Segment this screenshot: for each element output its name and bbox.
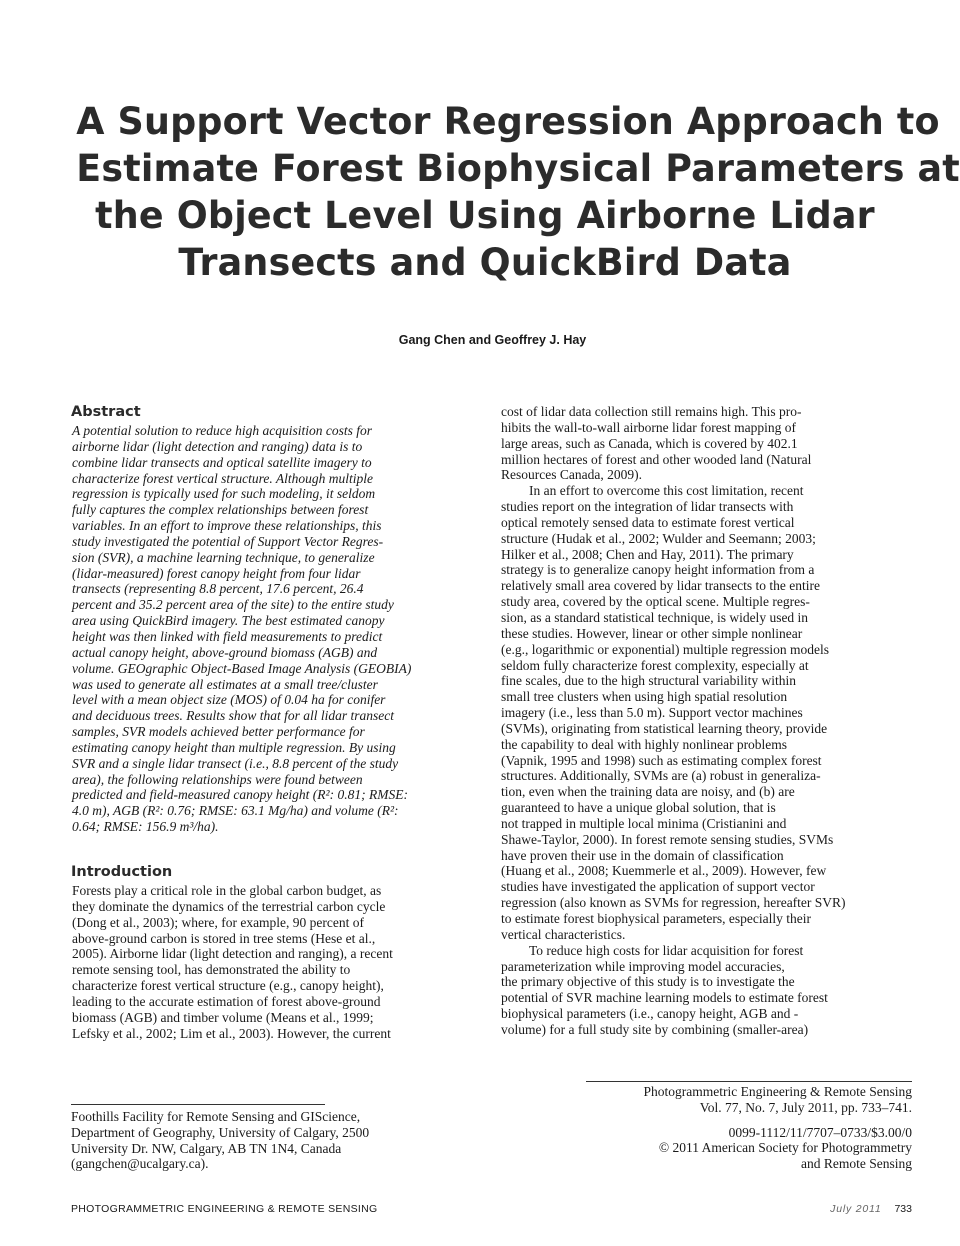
abstract-line: volume. GEOgraphic Object-Based Image Analysis (GEOBIA) — [72, 660, 412, 676]
body-line: studies have investigated the application of support vector — [501, 879, 815, 895]
body-line: potential of SVR machine learning models to estimate forest — [501, 990, 828, 1006]
abstract-line: samples, SVR models achieved better performance for — [72, 724, 365, 740]
body-line: have proven their use in the domain of classification — [501, 847, 784, 863]
introduction-line: 2005). Airborne lidar (light detection and ranging), a recent — [72, 946, 393, 962]
introduction-line: characterize forest vertical structure (e.g., canopy height), — [72, 978, 384, 994]
affiliation-line: Foothills Facility for Remote Sensing and GIScience, — [71, 1109, 361, 1124]
abstract-line: regression is typically used for such modeling, it seldom — [72, 486, 376, 502]
body-line: Hilker et al., 2008; Chen and Hay, 2011). The primary — [501, 546, 794, 562]
abstract-line: combine lidar transects and optical satellite imagery to — [72, 454, 372, 470]
body-line: imagery (i.e., less than 5.0 m). Support vector machines — [501, 705, 803, 721]
body-line: guaranteed to have a unique global solution, that is — [501, 800, 776, 816]
body-line: cost of lidar data collection still remains high. This pro- — [501, 404, 802, 419]
title-line: A Support Vector Regression Approach to — [76, 100, 940, 143]
abstract-line: was used to generate all estimates at a small tree/cluster — [72, 676, 378, 692]
abstract-line: height was then linked with field measurements to predict — [72, 628, 383, 644]
footer-date: July 2011 — [830, 1203, 882, 1215]
body-line: structures. Additionally, SVMs are (a) robust in generaliza- — [501, 768, 821, 784]
body-line: regression (also known as SVMs for regression, hereafter SVR) — [501, 895, 846, 911]
body-line: (e.g., logarithmic or exponential) multiple regression models — [501, 641, 830, 657]
affiliation-line: (gangchen@ucalgary.ca). — [71, 1156, 209, 1172]
article-title — [76, 98, 960, 286]
abstract-line: airborne lidar (light detection and ranging) data is to — [72, 438, 363, 454]
body-line: the capability to deal with highly nonlinear problems — [501, 736, 788, 752]
abstract-line: transects (representing 8.8 percent, 17.6 percent, 26.4 — [72, 581, 364, 597]
introduction-line: remote sensing tool, has demonstrated the ability to — [72, 962, 351, 978]
body-line: sion, as a standard statistical technique, is widely used in — [501, 609, 809, 625]
citation-line: Photogrammetric Engineering & Remote Sensing — [643, 1084, 912, 1099]
abstract-line: study investigated the potential of Support Vector Regres- — [72, 533, 384, 549]
body-line: small tree clusters when using high spatial resolution — [501, 689, 788, 705]
introduction-line: they dominate the dynamics of the terrestrial carbon cycle — [72, 898, 386, 914]
introduction-line: (Dong et al., 2003); where, for example, 90 percent of — [72, 914, 365, 930]
authors: Gang Chen and Geoffrey J. Hay — [398, 333, 587, 347]
body-line: (Huang et al., 2008; Kuemmerle et al., 2009). However, few — [501, 863, 827, 879]
abstract-line: level with a mean object size (MOS) of 0.04 ha for conifer — [72, 692, 386, 708]
introduction-body — [72, 883, 393, 1041]
body-line: large areas, such as Canada, which is covered by 402.1 — [501, 435, 798, 451]
body-line: million hectares of forest and other wooded land (Natural — [501, 451, 812, 467]
body-line: biophysical parameters (i.e., canopy height, AGB and - — [501, 1006, 799, 1022]
body-line: to estimate forest biophysical parameters, especially their — [501, 911, 812, 926]
abstract-line: and deciduous trees. Results show that for all lidar transect — [72, 708, 394, 724]
affiliation-line: University Dr. NW, Calgary, AB TN 1N4, Canada — [71, 1140, 342, 1156]
title-line: Estimate Forest Biophysical Parameters at — [76, 147, 960, 190]
footer-journal-name: PHOTOGRAMMETRIC ENGINEERING & REMOTE SENSING — [71, 1203, 378, 1215]
right-column-body — [501, 404, 846, 1038]
body-line: parameterization while improving model accuracies, — [501, 958, 785, 974]
footer-page-info — [830, 1203, 912, 1215]
abstract-line: predicted and field-measured canopy height (R²: 0.81; RMSE: — [72, 787, 408, 803]
body-line: seldom fully characterize forest complexity, especially at — [501, 657, 809, 673]
body-line: studies report on the integration of lidar transects with — [501, 499, 794, 515]
abstract-line: 4.0 m), AGB (R²: 0.76; RMSE: 63.1 Mg/ha) and volume (R²: — [72, 803, 399, 819]
body-line: relatively small area covered by lidar transects to the entire — [501, 578, 820, 594]
introduction-line: Forests play a critical role in the global carbon budget, as — [72, 883, 382, 898]
abstract-line: 0.64; RMSE: 156.9 m³/ha). — [72, 819, 219, 835]
body-line: volume) for a full study site by combining (smaller-area) — [501, 1021, 809, 1037]
abstract-line: estimating canopy height than multiple regression. By using — [72, 739, 396, 755]
body-line: the primary objective of this study is to investigate the — [501, 974, 795, 990]
body-line: Resources Canada, 2009). — [501, 467, 642, 483]
introduction-line: leading to the accurate estimation of forest above-ground — [72, 993, 381, 1009]
page-number: 733 — [894, 1203, 912, 1215]
body-line: hibits the wall-to-wall airborne lidar forest mapping of — [501, 419, 797, 435]
body-line: (SVMs), originating from statistical learning theory, provide — [501, 720, 828, 736]
title-line: the Object Level Using Airborne Lidar — [95, 194, 875, 237]
abstract-line: A potential solution to reduce high acquisition costs for — [72, 423, 372, 438]
title-line: Transects and QuickBird Data — [178, 241, 792, 284]
body-line: In an effort to overcome this cost limitation, recent — [529, 483, 804, 499]
journal-info — [644, 1084, 912, 1172]
citation-line: Vol. 77, No. 7, July 2011, pp. 733–741. — [699, 1099, 912, 1115]
body-line: tion, even when the training data are noisy, and (b) are — [501, 784, 795, 800]
body-line: strategy is to generalize canopy height information from a — [501, 562, 815, 578]
body-line: Shawe-Taylor, 2000). In forest remote sensing studies, SVMs — [501, 831, 834, 847]
abstract-line: actual canopy height, above-ground biomass (AGB) and — [72, 644, 378, 660]
copyright-line: © 2011 American Society for Photogrammetry — [658, 1140, 912, 1156]
body-line: not trapped in multiple local minima (Cristianini and — [501, 815, 787, 831]
abstract-line: variables. In an effort to improve these relationships, this — [72, 518, 382, 534]
journal-info-divider — [586, 1081, 912, 1082]
body-line: optical remotely sensed data to estimate forest vertical — [501, 514, 795, 530]
copyright-line: 0099-1112/11/7707–0733/$3.00/0 — [728, 1124, 912, 1140]
body-line: study area, covered by the optical scene. Multiple regres- — [501, 594, 810, 610]
introduction-line: biomass (AGB) and timber volume (Means et al., 1999; — [72, 1009, 374, 1025]
body-line: structure (Hudak et al., 2002; Wulder and Seemann; 2003; — [501, 530, 816, 546]
introduction-line: Lefsky et al., 2002; Lim et al., 2003). However, the current — [72, 1025, 391, 1041]
body-line: fine scales, due to the high structural variability within — [501, 673, 797, 689]
abstract-line: SVR and a single lidar transect (i.e., 8.8 percent of the study — [72, 755, 399, 771]
body-line: To reduce high costs for lidar acquisition for forest — [529, 942, 804, 958]
abstract-line: percent and 35.2 percent area of the site) to the entire study — [72, 597, 394, 613]
introduction-heading: Introduction — [71, 864, 173, 880]
abstract-line: area), the following relationships were found between — [72, 771, 363, 787]
body-line: vertical characteristics. — [501, 926, 626, 942]
abstract-line: characterize forest vertical structure. Although multiple — [72, 470, 373, 486]
author-affiliation — [71, 1109, 369, 1172]
abstract-heading: Abstract — [71, 404, 141, 420]
abstract-line: area using QuickBird imagery. The best estimated canopy — [72, 613, 385, 629]
affiliation-divider — [71, 1104, 325, 1105]
abstract-body — [72, 423, 411, 835]
abstract-line: fully captures the complex relationships between forest — [72, 502, 369, 518]
introduction-line: above-ground carbon is stored in tree stems (Hese et al., — [72, 930, 376, 946]
abstract-line: (lidar-measured) forest canopy height from four lidar — [72, 565, 361, 581]
copyright-line: and Remote Sensing — [801, 1156, 912, 1172]
affiliation-line: Department of Geography, University of Calgary, 2500 — [71, 1124, 370, 1140]
body-line: these studies. However, linear or other simple nonlinear — [501, 625, 803, 641]
body-line: (Vapnik, 1995 and 1998) such as estimating complex forest — [501, 752, 822, 768]
abstract-line: sion (SVR), a machine learning technique, to generalize — [72, 549, 375, 565]
